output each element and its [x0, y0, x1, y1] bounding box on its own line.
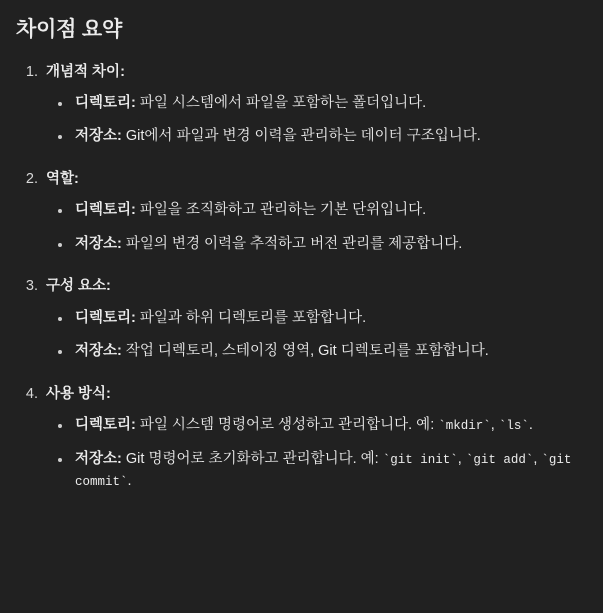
list-item — [42, 275, 587, 362]
point-list — [46, 92, 587, 148]
point-list — [46, 414, 587, 492]
inline-code: `mkdir` — [438, 419, 491, 434]
term-label: 디렉토리: — [75, 417, 136, 434]
list-item — [72, 199, 587, 221]
page-title: 차이점 요약 — [16, 18, 123, 41]
term-label: 디렉토리: — [75, 202, 136, 219]
term-description: Git 명령어로 초기화하고 관리합니다. 예: — [121, 450, 383, 467]
point-list — [46, 307, 587, 363]
section-heading: 개념적 차이: — [46, 63, 125, 80]
term-description: 파일의 변경 이력을 추적하고 버전 관리를 제공합니다. — [121, 235, 463, 252]
list-item — [72, 125, 587, 147]
trailing-text: . — [528, 417, 533, 434]
term-label: 디렉토리: — [75, 95, 136, 112]
term-description: 작업 디렉토리, 스테이징 영역, Git 디렉토리를 포함합니다. — [121, 343, 489, 360]
list-item — [72, 340, 587, 362]
inline-code: `git commit` — [75, 452, 572, 490]
point-list — [46, 199, 587, 255]
list-item — [72, 233, 587, 255]
code-separator: , — [490, 417, 499, 434]
list-item — [72, 92, 587, 114]
list-item — [42, 383, 587, 493]
section-heading: 사용 방식: — [46, 385, 111, 402]
term-description: 파일 시스템 명령어로 생성하고 관리합니다. 예: — [135, 417, 439, 434]
inline-code: `git add` — [465, 452, 534, 467]
term-label: 저장소: — [75, 128, 122, 145]
list-item — [72, 307, 587, 329]
code-separator: , — [533, 450, 542, 467]
term-label: 저장소: — [75, 450, 122, 467]
term-label: 저장소: — [75, 235, 122, 252]
term-description: Git에서 파일과 변경 이력을 관리하는 데이터 구조입니다. — [121, 128, 481, 145]
list-item — [42, 168, 587, 255]
list-item — [72, 414, 587, 436]
inline-code: `ls` — [498, 419, 529, 434]
term-description: 파일을 조직화하고 관리하는 기본 단위입니다. — [135, 202, 427, 219]
summary-list — [16, 61, 587, 493]
list-item — [72, 448, 587, 493]
list-item — [42, 61, 587, 148]
term-label: 저장소: — [75, 343, 122, 360]
code-separator: , — [457, 450, 466, 467]
trailing-text: . — [127, 473, 132, 490]
inline-code: `git init` — [382, 452, 458, 467]
term-label: 디렉토리: — [75, 309, 136, 326]
term-description: 파일과 하위 디렉토리를 포함합니다. — [135, 309, 367, 326]
term-description: 파일 시스템에서 파일을 포함하는 폴더입니다. — [135, 95, 427, 112]
section-heading: 역할: — [46, 170, 79, 187]
section-heading: 구성 요소: — [46, 278, 111, 295]
